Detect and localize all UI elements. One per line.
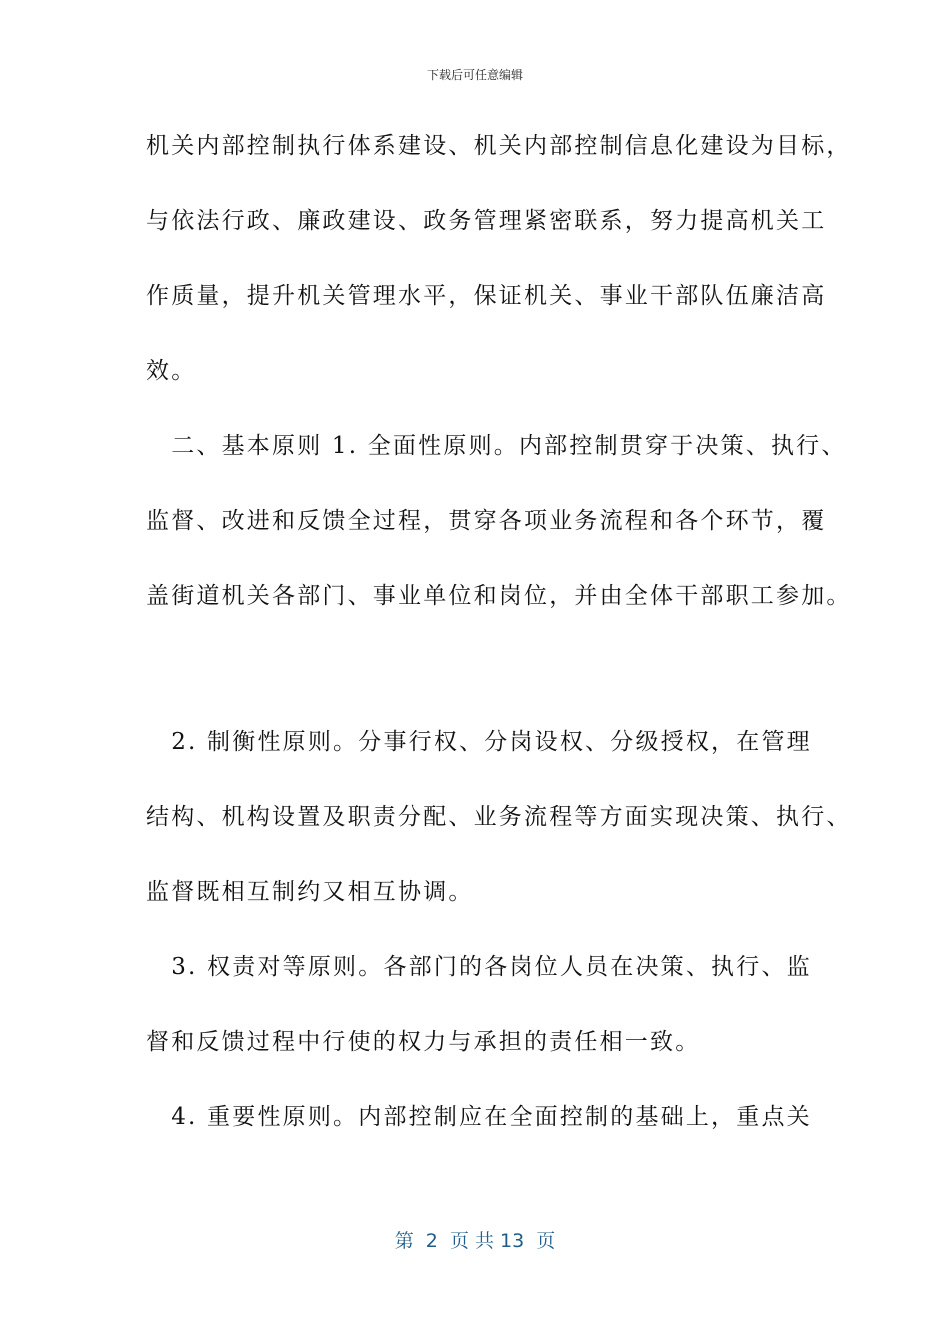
- text-line: 效。: [146, 358, 197, 384]
- text-line: 作质量，提升机关管理水平，保证机关、事业干部队伍廉洁高: [146, 283, 827, 309]
- text-line: 2. 制衡性原则。分事行权、分岗设权、分级授权，在管理: [146, 729, 812, 755]
- text-line: 监督既相互制约又相互协调。: [146, 879, 474, 905]
- page-header: 下载后可任意编辑: [426, 68, 523, 82]
- text-line: 与依法行政、廉政建设、政务管理紧密联系，努力提高机关工: [146, 208, 827, 234]
- text-line: 4. 重要性原则。内部控制应在全面控制的基础上，重点关: [146, 1104, 812, 1130]
- text-line: 盖街道机关各部门、事业单位和岗位，并由全体干部职工参加。: [146, 583, 852, 609]
- text-line: 监督、改进和反馈全过程，贯穿各项业务流程和各个环节，覆: [146, 508, 827, 534]
- text-line: 机关内部控制执行体系建设、机关内部控制信息化建设为目标，: [146, 133, 852, 159]
- text-line: 督和反馈过程中行使的权力与承担的责任相一致。: [146, 1029, 701, 1055]
- text-line: 结构、机构设置及职责分配、业务流程等方面实现决策、执行、: [146, 804, 852, 830]
- text-line: 二、基本原则 1. 全面性原则。内部控制贯穿于决策、执行、: [146, 433, 847, 459]
- page-footer: 第 2 页 共 13 页: [394, 1230, 556, 1252]
- text-line: 3. 权责对等原则。各部门的各岗位人员在决策、执行、监: [146, 954, 812, 980]
